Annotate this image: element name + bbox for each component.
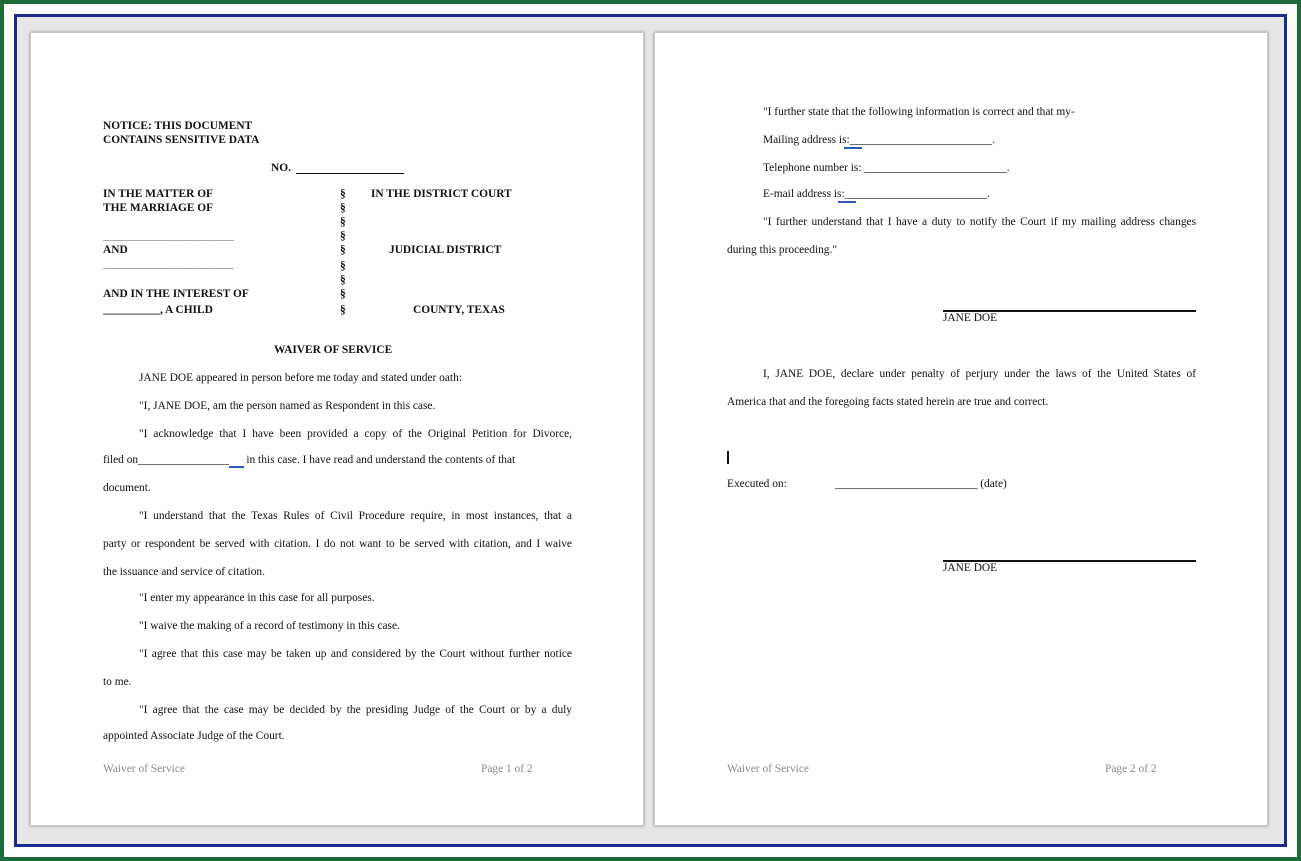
section-symbol: §: [340, 202, 346, 214]
email-row: [763, 187, 990, 201]
filed-on-label: filed on: [103, 454, 139, 466]
paragraph-respondent: "I, JANE DOE, am the person named as Respondent in this case.: [139, 400, 436, 412]
declaration-line2: America that and the foregoing facts stated herein are true and correct.: [727, 396, 1049, 408]
document-page-1: [30, 32, 644, 826]
spelling-marker: ​: [229, 454, 244, 466]
paragraph-acknowledge-line3: document.: [103, 482, 151, 494]
paragraph-notice-line2: to me.: [103, 676, 132, 688]
paragraph-rules-line3: the issuance and service of citation.: [103, 566, 265, 578]
paragraph-acknowledge-line2: [103, 453, 515, 467]
case-number-label: NO.: [271, 162, 291, 174]
mailing-address-label: Mailing address is:: [763, 134, 850, 146]
judicial-district-label: JUDICIAL DISTRICT: [389, 244, 502, 256]
notice-line-1: NOTICE: THIS DOCUMENT: [103, 120, 253, 132]
telephone-label: Telephone number is:: [763, 162, 865, 174]
paragraph-rules-line1: "I understand that the Texas Rules of Civil Procedure require, in most instances, that a: [139, 510, 572, 522]
paragraph-appeared: JANE DOE appeared in person before me today and stated under oath:: [139, 372, 462, 384]
footer-page-number: Page 1 of 2: [481, 763, 533, 775]
paragraph-information: "I further state that the following information is correct and that my-: [763, 106, 1075, 118]
party-blank-2[interactable]: _______________________: [103, 258, 234, 270]
section-symbol: §: [340, 260, 346, 272]
paragraph-notify-line1: "I further understand that I have a duty to notify the Court if my mailing address changes: [763, 216, 1196, 228]
email-label: E-mail address is:: [763, 188, 845, 200]
and-label: AND: [103, 244, 128, 256]
paragraph-judge-line2: appointed Associate Judge of the Court.: [103, 730, 285, 742]
spelling-marker: [844, 147, 862, 149]
section-symbol: §: [340, 216, 346, 228]
footer-title: Waiver of Service: [727, 763, 809, 775]
declaration-line1: I, JANE DOE, declare under penalty of perjury under the laws of the United States of: [763, 368, 1196, 380]
notice-line-2: CONTAINS SENSITIVE DATA: [103, 134, 260, 146]
telephone-row: [763, 161, 1010, 175]
section-symbol: §: [340, 188, 346, 200]
email-blank[interactable]: _________________________.: [844, 188, 990, 200]
section-symbol: §: [340, 288, 346, 300]
mailing-address-blank[interactable]: _________________________.: [849, 134, 995, 146]
paragraph-testimony: "I waive the making of a record of testimony in this case.: [139, 620, 400, 632]
matter-line-1: IN THE MATTER OF: [103, 188, 214, 200]
document-page-2: [654, 32, 1268, 826]
executed-on-blank[interactable]: _________________________ (date): [835, 478, 1007, 490]
paragraph-notify-line2: during this proceeding.": [727, 244, 837, 256]
footer-page-number: Page 2 of 2: [1105, 763, 1157, 775]
telephone-blank[interactable]: _________________________.: [864, 162, 1010, 174]
paragraph-appearance: "I enter my appearance in this case for all purposes.: [139, 592, 375, 604]
section-symbol: §: [340, 244, 346, 256]
case-number-line[interactable]: [296, 173, 404, 174]
mailing-address-row: [763, 133, 995, 147]
document-heading: WAIVER OF SERVICE: [274, 344, 393, 356]
section-symbol: §: [340, 304, 346, 316]
paragraph-acknowledge-line1: "I acknowledge that I have been provided a copy of the Original Petition for Divorce,: [139, 428, 572, 440]
county-label: COUNTY, TEXAS: [413, 304, 505, 316]
filed-on-rest: in this case. I have read and understand the contents of that: [243, 454, 516, 466]
signer-name-1: JANE DOE: [943, 312, 998, 324]
paragraph-judge-line1: "I agree that the case may be decided by the presiding Judge of the Court or by a duly: [139, 704, 572, 716]
spelling-marker: [838, 201, 856, 203]
interest-line: AND IN THE INTEREST OF: [103, 288, 249, 300]
signer-name-2: JANE DOE: [943, 562, 998, 574]
district-court-label: IN THE DISTRICT COURT: [371, 188, 512, 200]
paragraph-notice-line1: "I agree that this case may be taken up and considered by the Court without further notice: [139, 648, 572, 660]
party-blank-1[interactable]: _______________________: [103, 230, 234, 242]
filed-on-blank[interactable]: ________________: [138, 454, 230, 466]
section-symbol: §: [340, 230, 346, 242]
child-line: __________, A CHILD: [103, 304, 213, 316]
paragraph-rules-line2: party or respondent be served with citation. I do not want to be served with citation, and I waive: [103, 538, 572, 550]
footer-title: Waiver of Service: [103, 763, 185, 775]
executed-on-label: Executed on:: [727, 478, 787, 490]
section-symbol: §: [340, 274, 346, 286]
text-cursor: [727, 451, 729, 464]
matter-line-2: THE MARRIAGE OF: [103, 202, 214, 214]
